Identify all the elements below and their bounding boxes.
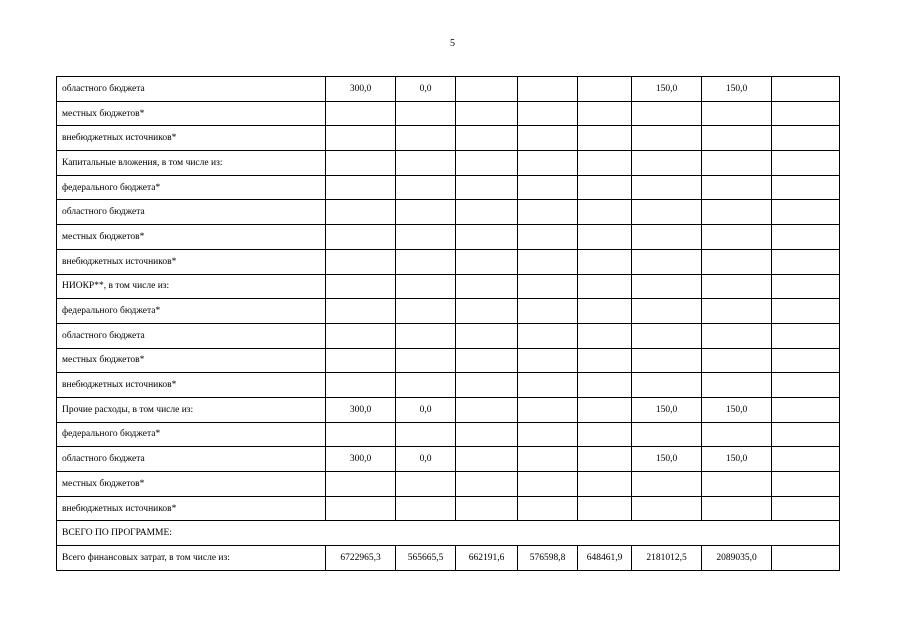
value-cell bbox=[396, 323, 456, 348]
value-cell bbox=[632, 225, 702, 250]
value-cell bbox=[702, 175, 772, 200]
table-row bbox=[57, 348, 840, 373]
value-cell bbox=[772, 225, 840, 250]
value-cell bbox=[632, 151, 702, 176]
value-cell bbox=[456, 299, 518, 324]
value-cell bbox=[396, 225, 456, 250]
row-label-cell: областного бюджета bbox=[57, 323, 326, 348]
value-cell bbox=[772, 373, 840, 398]
value-cell bbox=[396, 348, 456, 373]
value-cell bbox=[578, 299, 632, 324]
value-cell bbox=[456, 175, 518, 200]
value-cell bbox=[456, 373, 518, 398]
value-cell bbox=[702, 200, 772, 225]
value-cell bbox=[632, 496, 702, 521]
value-cell bbox=[518, 496, 578, 521]
value-cell bbox=[578, 126, 632, 151]
value-cell: 300,0 bbox=[326, 77, 396, 102]
table-row bbox=[57, 447, 840, 472]
value-cell bbox=[518, 249, 578, 274]
value-cell: 0,0 bbox=[396, 447, 456, 472]
value-cell bbox=[518, 299, 578, 324]
row-label-cell: внебюджетных источников* bbox=[57, 249, 326, 274]
value-cell bbox=[702, 299, 772, 324]
value-cell bbox=[518, 323, 578, 348]
value-cell bbox=[632, 472, 702, 497]
value-cell bbox=[578, 496, 632, 521]
value-cell bbox=[518, 348, 578, 373]
value-cell bbox=[456, 496, 518, 521]
value-cell: 648461,9 bbox=[578, 546, 632, 571]
value-cell bbox=[632, 175, 702, 200]
value-cell bbox=[456, 447, 518, 472]
value-cell bbox=[456, 397, 518, 422]
value-cell bbox=[396, 274, 456, 299]
table-row bbox=[57, 323, 840, 348]
table-row bbox=[57, 151, 840, 176]
value-cell bbox=[396, 496, 456, 521]
row-label-cell: местных бюджетов* bbox=[57, 348, 326, 373]
value-cell bbox=[772, 422, 840, 447]
value-cell bbox=[578, 249, 632, 274]
value-cell bbox=[518, 200, 578, 225]
row-label-cell: внебюджетных источников* bbox=[57, 496, 326, 521]
table-row bbox=[57, 422, 840, 447]
value-cell bbox=[456, 151, 518, 176]
financing-table bbox=[56, 76, 840, 571]
value-cell bbox=[396, 422, 456, 447]
value-cell bbox=[702, 274, 772, 299]
value-cell bbox=[578, 225, 632, 250]
value-cell: 150,0 bbox=[702, 77, 772, 102]
value-cell bbox=[772, 175, 840, 200]
table-row bbox=[57, 225, 840, 250]
value-cell bbox=[456, 77, 518, 102]
value-cell bbox=[396, 200, 456, 225]
value-cell bbox=[772, 126, 840, 151]
row-label-cell: НИОКР**, в том числе из: bbox=[57, 274, 326, 299]
value-cell bbox=[518, 126, 578, 151]
value-cell bbox=[578, 323, 632, 348]
value-cell bbox=[518, 397, 578, 422]
value-cell bbox=[772, 496, 840, 521]
value-cell bbox=[702, 126, 772, 151]
value-cell bbox=[772, 447, 840, 472]
value-cell bbox=[326, 249, 396, 274]
value-cell bbox=[456, 323, 518, 348]
value-cell bbox=[518, 472, 578, 497]
value-cell: 150,0 bbox=[632, 447, 702, 472]
value-cell bbox=[518, 373, 578, 398]
value-cell: 6722965,3 bbox=[326, 546, 396, 571]
value-cell bbox=[702, 496, 772, 521]
value-cell bbox=[518, 151, 578, 176]
value-cell bbox=[326, 348, 396, 373]
value-cell bbox=[396, 126, 456, 151]
value-cell bbox=[772, 323, 840, 348]
value-cell bbox=[702, 472, 772, 497]
value-cell bbox=[326, 299, 396, 324]
value-cell bbox=[702, 422, 772, 447]
value-cell bbox=[578, 397, 632, 422]
table-row bbox=[57, 373, 840, 398]
value-cell bbox=[326, 496, 396, 521]
row-label-cell: федерального бюджета* bbox=[57, 422, 326, 447]
value-cell bbox=[772, 546, 840, 571]
row-label-cell: Капитальные вложения, в том числе из: bbox=[57, 151, 326, 176]
table-row bbox=[57, 496, 840, 521]
value-cell bbox=[632, 323, 702, 348]
value-cell bbox=[518, 274, 578, 299]
row-label-cell: Прочие расходы, в том числе из: bbox=[57, 397, 326, 422]
value-cell bbox=[578, 175, 632, 200]
value-cell bbox=[632, 101, 702, 126]
value-cell bbox=[632, 126, 702, 151]
value-cell bbox=[396, 101, 456, 126]
value-cell bbox=[578, 151, 632, 176]
value-cell bbox=[578, 373, 632, 398]
table-row bbox=[57, 249, 840, 274]
section-heading-cell: ВСЕГО ПО ПРОГРАММЕ: bbox=[57, 521, 840, 546]
value-cell bbox=[326, 151, 396, 176]
table-row bbox=[57, 397, 840, 422]
value-cell bbox=[326, 200, 396, 225]
value-cell: 150,0 bbox=[632, 397, 702, 422]
value-cell bbox=[326, 323, 396, 348]
row-label-cell: местных бюджетов* bbox=[57, 472, 326, 497]
value-cell bbox=[456, 422, 518, 447]
table-row bbox=[57, 521, 840, 546]
table-row bbox=[57, 274, 840, 299]
value-cell bbox=[702, 225, 772, 250]
value-cell: 300,0 bbox=[326, 397, 396, 422]
value-cell: 150,0 bbox=[632, 77, 702, 102]
value-cell bbox=[578, 422, 632, 447]
value-cell bbox=[456, 348, 518, 373]
row-label-cell: местных бюджетов* bbox=[57, 101, 326, 126]
row-label-cell: местных бюджетов* bbox=[57, 225, 326, 250]
value-cell bbox=[772, 299, 840, 324]
value-cell bbox=[702, 151, 772, 176]
value-cell bbox=[772, 249, 840, 274]
value-cell: 662191,6 bbox=[456, 546, 518, 571]
row-label-cell: областного бюджета bbox=[57, 447, 326, 472]
value-cell: 576598,8 bbox=[518, 546, 578, 571]
value-cell bbox=[578, 274, 632, 299]
value-cell bbox=[456, 200, 518, 225]
value-cell bbox=[326, 175, 396, 200]
value-cell bbox=[632, 274, 702, 299]
value-cell bbox=[518, 175, 578, 200]
value-cell bbox=[578, 101, 632, 126]
row-label-cell: областного бюджета bbox=[57, 77, 326, 102]
row-label-cell: Всего финансовых затрат, в том числе из: bbox=[57, 546, 326, 571]
value-cell bbox=[772, 274, 840, 299]
page-number: 5 bbox=[450, 38, 455, 49]
value-cell bbox=[578, 77, 632, 102]
value-cell bbox=[456, 472, 518, 497]
value-cell bbox=[772, 472, 840, 497]
value-cell bbox=[632, 200, 702, 225]
value-cell: 0,0 bbox=[396, 397, 456, 422]
value-cell bbox=[326, 373, 396, 398]
table-row bbox=[57, 200, 840, 225]
row-label-cell: внебюджетных источников* bbox=[57, 126, 326, 151]
value-cell bbox=[702, 348, 772, 373]
value-cell bbox=[396, 299, 456, 324]
table-row bbox=[57, 101, 840, 126]
value-cell bbox=[632, 249, 702, 274]
value-cell bbox=[702, 101, 772, 126]
value-cell bbox=[518, 77, 578, 102]
value-cell: 0,0 bbox=[396, 77, 456, 102]
value-cell bbox=[456, 225, 518, 250]
row-label-cell: внебюджетных источников* bbox=[57, 373, 326, 398]
value-cell bbox=[772, 200, 840, 225]
value-cell: 2089035,0 bbox=[702, 546, 772, 571]
value-cell bbox=[702, 323, 772, 348]
value-cell bbox=[578, 472, 632, 497]
value-cell bbox=[632, 422, 702, 447]
value-cell bbox=[702, 373, 772, 398]
table-row bbox=[57, 77, 840, 102]
value-cell bbox=[326, 101, 396, 126]
table-row bbox=[57, 175, 840, 200]
value-cell bbox=[326, 225, 396, 250]
table-row bbox=[57, 299, 840, 324]
value-cell: 150,0 bbox=[702, 397, 772, 422]
value-cell bbox=[518, 422, 578, 447]
value-cell bbox=[518, 447, 578, 472]
value-cell bbox=[456, 101, 518, 126]
value-cell bbox=[632, 348, 702, 373]
value-cell bbox=[456, 274, 518, 299]
value-cell bbox=[456, 249, 518, 274]
value-cell bbox=[456, 126, 518, 151]
value-cell bbox=[772, 101, 840, 126]
value-cell bbox=[396, 472, 456, 497]
value-cell bbox=[772, 348, 840, 373]
value-cell bbox=[396, 249, 456, 274]
value-cell bbox=[518, 225, 578, 250]
value-cell bbox=[578, 200, 632, 225]
value-cell bbox=[578, 447, 632, 472]
table-row bbox=[57, 126, 840, 151]
value-cell: 150,0 bbox=[702, 447, 772, 472]
value-cell: 565665,5 bbox=[396, 546, 456, 571]
value-cell bbox=[632, 299, 702, 324]
row-label-cell: федерального бюджета* bbox=[57, 299, 326, 324]
value-cell bbox=[396, 175, 456, 200]
value-cell bbox=[772, 151, 840, 176]
value-cell bbox=[396, 151, 456, 176]
value-cell bbox=[326, 472, 396, 497]
value-cell bbox=[326, 126, 396, 151]
value-cell bbox=[578, 348, 632, 373]
value-cell bbox=[396, 373, 456, 398]
value-cell bbox=[518, 101, 578, 126]
table-row bbox=[57, 546, 840, 571]
value-cell bbox=[772, 397, 840, 422]
row-label-cell: федерального бюджета* bbox=[57, 175, 326, 200]
value-cell bbox=[326, 422, 396, 447]
value-cell bbox=[326, 274, 396, 299]
value-cell bbox=[772, 77, 840, 102]
value-cell: 300,0 bbox=[326, 447, 396, 472]
value-cell bbox=[632, 373, 702, 398]
table-body bbox=[57, 77, 840, 571]
table-row bbox=[57, 472, 840, 497]
row-label-cell: областного бюджета bbox=[57, 200, 326, 225]
value-cell: 2181012,5 bbox=[632, 546, 702, 571]
value-cell bbox=[702, 249, 772, 274]
